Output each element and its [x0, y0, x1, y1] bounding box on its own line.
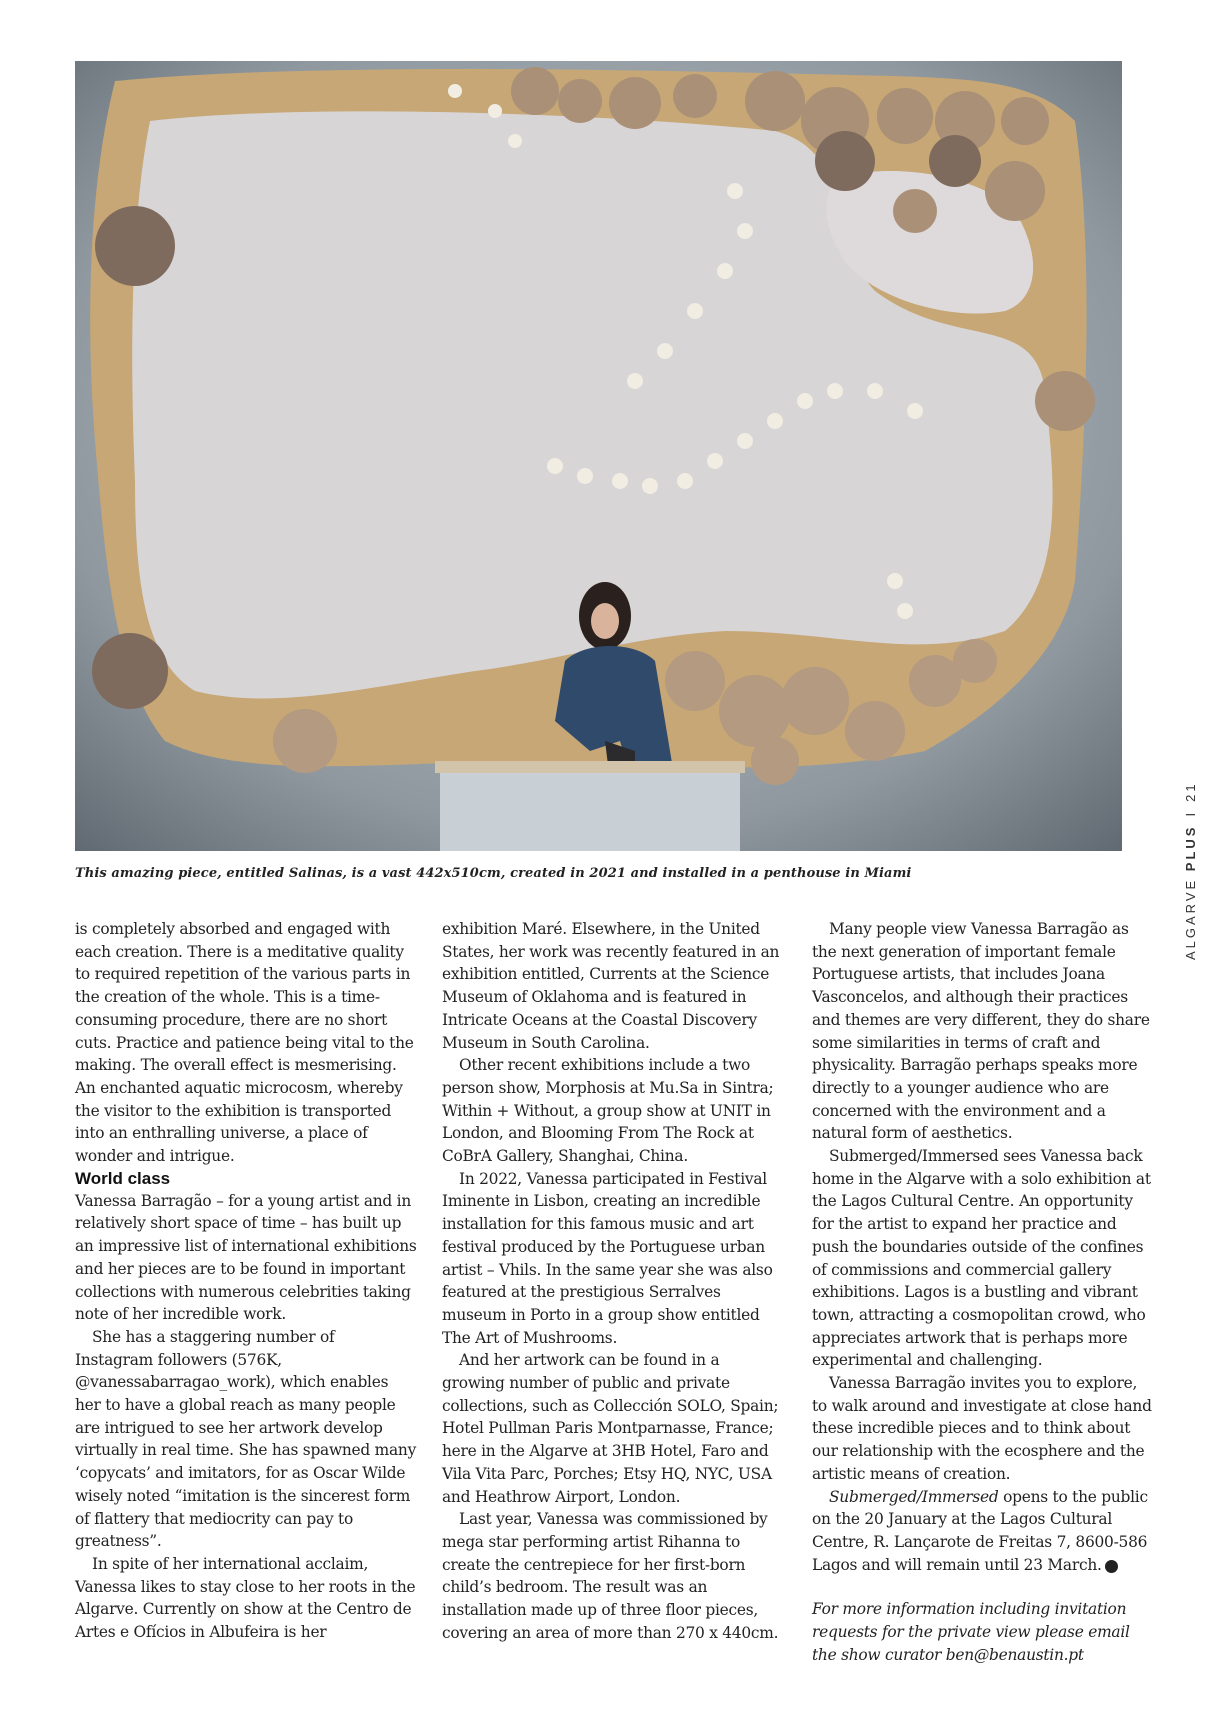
- paragraph: Vanessa Barragão invites you to explore, to walk around and investigate at close hand these incredible pieces and to think about our relationship with the ecosphere and the artistic means of creation.: [812, 1374, 1152, 1483]
- magazine-name-bold: PLUS: [1183, 824, 1198, 872]
- paragraph: Vanessa Barragão – for a young artist and in relatively short space of time – has built up an impressive list of international exhibitions and her pieces are to be found in important collections with numerous celebrities taking note of her incredible work.: [75, 1191, 417, 1324]
- paragraph-text: opens to the public on the 20 January at the Lagos Cultural Centre, R. Lançarote de Freitas 7, 8600-586 Lagos and will remain until 23 March.: [812, 1487, 1148, 1574]
- closing-paragraph: [812, 1486, 1154, 1577]
- contact-note: For more information including invitation requests for the private view please email the show curator ben@benaustin.pt: [812, 1600, 1130, 1664]
- paragraph: Other recent exhibitions include a two person show, Morphosis at Mu.Sa in Sintra; Within + Without, a group show at UNIT in London, and Blooming From The Rock at CoBrA Gallery, Shanghai, China.: [442, 1056, 774, 1166]
- article-column-3: [812, 918, 1154, 1667]
- exhibition-title: Submerged/Immersed: [829, 1487, 999, 1506]
- paragraph: is completely absorbed and engaged with each creation. There is a meditative quality to required repetition of the various parts in the creation of the whole. This is a time-consuming procedure, there are no short cuts. Practice and patience being vital to the making. The overall effect is mesmerising. An enchanted aquatic microcosm, whereby the visitor to the exhibition is transported into an enthralling universe, a place of wonder and intrigue.: [75, 920, 414, 1166]
- paragraph: Submerged/Immersed sees Vanessa back home in the Algarve with a solo exhibition at the Lagos Cultural Centre. An opportunity for the artist to expand her practice and push the boundaries outside of the confines of commissions and commercial gallery exhibitions. Lagos is a bustling and vibrant town, attracting a cosmopolitan crowd, who appreciates artwork that is perhaps more experimental and challenging.: [812, 1147, 1151, 1370]
- page-folio: [1183, 781, 1198, 960]
- article-column-1: [75, 918, 417, 1644]
- article-column-2: [442, 918, 784, 1645]
- magazine-name: ALGARVE: [1183, 877, 1198, 960]
- photo-caption: This amazing piece, entitled Salinas, is a vast 442x510cm, created in 2021 and installed in a penthouse in Miami: [75, 866, 912, 881]
- artwork-image: [75, 61, 1122, 851]
- artwork-photo: [75, 61, 1122, 851]
- paragraph: In 2022, Vanessa participated in Festival Iminente in Lisbon, creating an incredible installation for this famous music and art festival produced by the Portuguese urban artist – Vhils. In the same year she was also featured at the prestigious Serralves museum in Porto in a group show entitled The Art of Mushrooms.: [442, 1169, 773, 1347]
- end-mark-icon: AP: [1105, 1560, 1118, 1573]
- section-heading: World class: [75, 1168, 171, 1188]
- paragraph: Last year, Vanessa was commissioned by mega star performing artist Rihanna to create the centrepiece for her first-born child’s bedroom. The result was an installation made up of three floor pieces, covering an area of more than 270 x 440cm.: [442, 1510, 779, 1642]
- folio-separator: I: [1183, 809, 1198, 817]
- paragraph: exhibition Maré. Elsewhere, in the United States, her work was recently featured in an exhibition entitled, Currents at the Science Museum of Oklahoma and is featured in Intricate Oceans at the Coastal Discovery Museum in South Carolina.: [442, 920, 780, 1052]
- paragraph: She has a staggering number of Instagram followers (576K, @vanessabarragao_work), which enables her to have a global reach as many people are intrigued to see her artwork develop virtually in real time. She has spawned many ‘copycats’ and imitators, for as Oscar Wilde wisely noted “imitation is the sincerest form of flattery that mediocrity can pay to greatness”.: [75, 1327, 417, 1551]
- paragraph: And her artwork can be found in a growing number of public and private collections, such as Collección SOLO, Spain; Hotel Pullman Paris Montparnasse, France; here in the Algarve at 3HB Hotel, Faro and Vila Vita Parc, Porches; Etsy HQ, NYC, USA and Heathrow Airport, London.: [442, 1351, 779, 1506]
- paragraph: Many people view Vanessa Barragão as the next generation of important female Portuguese artists, that includes Joana Vasconcelos, and although their practices and themes are very different, they do share some similarities in terms of craft and physicality. Barragão perhaps speaks more directly to a younger audience who are concerned with the environment and a natural form of aesthetics.: [812, 920, 1150, 1143]
- paragraph: In spite of her international acclaim, Vanessa likes to stay close to her roots in the Algarve. Currently on show at the Centro de Artes e Ofícios in Albufeira is her: [75, 1554, 416, 1642]
- page-number: 21: [1183, 781, 1198, 802]
